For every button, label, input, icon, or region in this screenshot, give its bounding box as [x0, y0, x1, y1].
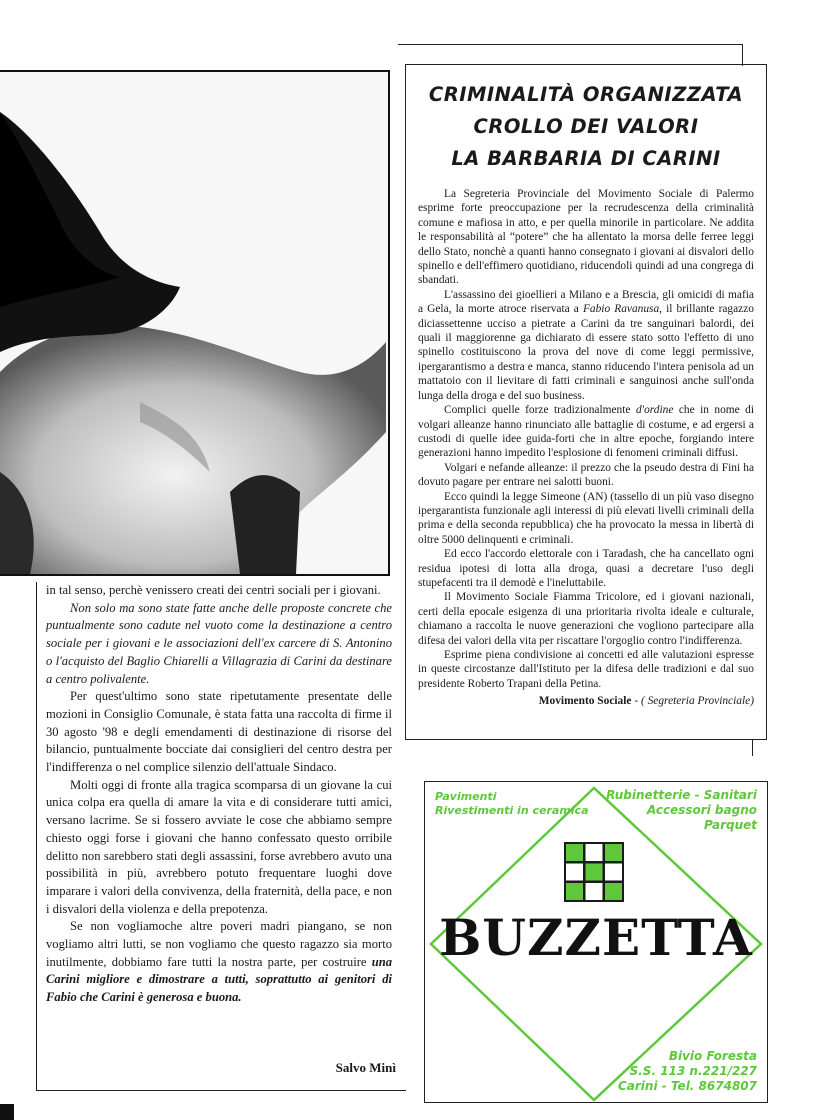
article-signature-org: Movimento Sociale: [538, 695, 632, 708]
ad-product-line: Parquet: [703, 818, 757, 832]
article-text: , il brillante ragazzo diciassettenne ucciso a pietrate a Carini da tre sanguinari balordi, dei quali il maggiorenne ga dichiarato di essere stato sotto l'effetto di uno spinello costituiscono la prova del nove di come leggi permissive, ipergarantismo a destra e manca, stanno riducendo l'intera penisola ad un mattatoio con il lievitare di fatti criminali e sanguinosi anche sull'onda lunga della droga e del suo business.: [418, 303, 754, 402]
ad-brand-name: BUZZETTA: [439, 908, 753, 967]
ad-address: [618, 1049, 757, 1094]
tile-logo-icon: [564, 842, 624, 902]
article-photo: [0, 70, 390, 576]
article-paragraph: Ecco quindi la legge Simeone (AN) (tassello di un più vaso disegno ipergarantista funzionale agli interessi di più elevati livelli criminali della prima e della seconda repubblica) che ha provocato la messa in libertà di oltre 5000 delinquenti e criminali.: [418, 490, 754, 546]
article-body: [418, 187, 754, 691]
article-box: [405, 64, 767, 740]
ad-address-line: Carini - Tel. 8674807: [617, 1079, 757, 1093]
article-text: Complici quelle forze tradizionalmente: [444, 404, 631, 417]
left-paragraph: Per quest'ultimo sono state ripetutamente presentate delle mozioni in Consiglio Comunale, è stata fatta una raccolta di firme il 30 agosto '98 e degli emendamenti di destinazione di risorse del bilancio, puntualmente bocciate dai consiglieri del centro destra per l'indifferenza o nel complice silenzio dell'attuale Sindaco.: [46, 689, 392, 775]
ad-product-line: Rubinetterie - Sanitari: [606, 788, 757, 802]
headline-line: CROLLO DEI VALORI: [473, 115, 699, 138]
left-paragraph: in tal senso, perchè venissero creati dei centri sociali per i giovani.: [46, 583, 381, 597]
article-frame-top: [398, 44, 743, 45]
article-signature: Movimento Sociale - ( Segreteria Provinciale): [538, 695, 754, 708]
author-signature: Salvo Minì: [335, 1060, 396, 1075]
article-paragraph: La Segreteria Provinciale del Movimento Sociale di Palermo esprime forte preoccupazione per la recrudescenza della criminalità comune e mafiosa in atto, e per quella minorile in particolare. Ne addita le responsabilità al “potere” che ha allentato la morsa delle ferree leggi dello Stato, nonchè a quanti hanno consegnato i giovani ai disvalori dello spinello e dell'effimero quotidiano, riducendoli quindi ad una congrega di sbandati.: [418, 188, 754, 287]
article-paragraph: Volgari e nefande alleanze: il prezzo che la pseudo destra di Fini ha dovuto pagare per entrare nei salotti buoni.: [418, 461, 754, 489]
article-signature-dept: ( Segreteria Provinciale): [640, 695, 754, 708]
ad-address-line: S.S. 113 n.221/227: [629, 1064, 757, 1078]
left-bottom-rule: [36, 1090, 406, 1091]
left-paragraph-emphasis: una Carini migliore e dimostrare a tutti, soprattutto ai genitori di Fabio che Carini è generosa e buona.: [46, 954, 392, 1005]
side-rule: [752, 740, 753, 756]
headline-line: CRIMINALITÀ ORGANIZZATA: [428, 83, 744, 106]
ad-product-line: Rivestimenti in ceramica: [435, 804, 589, 817]
left-paragraph: Molti oggi di fronte alla tragica scomparsa di un giovane la cui unica colpa era quella di amare la vita e di considerare tutti amici, versano lacrime. Se si fossero avviate le cose che abbiamo sempre chiesto oggi forse i giovani che hanno confessato questo orribile delitto non sarebbero stati degli assassini, forse avrebbero avuto una possibilità in più, avrebbero potuto frequentare luoghi dove imparare i valori della convivenza, della fraternità, della pace, e non i disvalori della violenza e della prepotenza.: [46, 777, 392, 916]
left-column-text: [46, 582, 392, 1007]
article-frame-right: [742, 44, 743, 66]
article-paragraph: [418, 288, 754, 403]
photo-figure-image: [0, 72, 388, 574]
article-paragraph: Esprime piena condivisione ai concetti ed alle valutazioni espresse in queste circostanze dall'Istituto per la difesa delle tradizioni e dal suo presidente Roberto Trapani della Petina.: [418, 649, 754, 690]
article-paragraph: [418, 403, 754, 461]
ad-address-line: Bivio Foresta: [668, 1049, 757, 1063]
article-text: L'assassino dei gioellieri a Milano e a Brescia, gli omicidi di mafia a Gela, la morte atroce riservata a: [418, 288, 754, 316]
headline-line: LA BARBARIA DI CARINI: [451, 147, 721, 170]
article-text-italic: d'ordine: [635, 404, 674, 417]
left-paragraph-italic: Non solo ma sono state fatte anche delle proposte concrete che puntualmente sono cadute nel vuoto come la destinazione a centro sociale per i giovani e le associazioni dell'ex carcere di S. Antonino o l'acquisto del Baglio Chiarelli a Villagrazia di Carini da destinare a centro polivalente.: [46, 600, 392, 686]
ad-products-right: [606, 788, 757, 833]
ad-products-left: [435, 790, 589, 818]
buzzetta-advertisement: [424, 781, 768, 1103]
left-column-rule: [36, 582, 37, 1090]
article-text-italic: Fabio Ravanusa: [582, 303, 660, 316]
left-paragraph-text: Se non vogliamoche altre poveri madri piangano, se non vogliamo altri lutti, se non vogliamo che questo ragazzo sia morto inutilmente, dobbiamo fare tutti la nostra parte, per costruire: [46, 919, 392, 969]
left-paragraph: [46, 918, 392, 1007]
article-paragraph: Ed ecco l'accordo elettorale con i Taradash, che ha cancellato ogni residua ipotesi di lotta alla droga, quasi a decretare l'uso degli stupefacenti tra il demodè e l'ineluttabile.: [418, 548, 754, 589]
article-paragraph: Il Movimento Sociale Fiamma Tricolore, ed i giovani nazionali, certi della epocale esigenza di una prioritaria rivolta ideale e culturale, chiamano a raccolta le nuove generazioni che vogliono partecipare alla difesa dei valori della vita per riscattare l'orgoglio contro l'indifferenza.: [418, 591, 754, 647]
page-corner-mark: [0, 1104, 14, 1120]
ad-product-line: Accessori bagno: [646, 803, 757, 817]
article-headline: [418, 79, 754, 175]
article-text: che in nome di volgari alleanze hanno rinunciato alle battaglie di costume, e ad ergersi a custodi di quelle idee guida-forti che in altre epoche, forgiando intere generazioni hanno impedito l'esplosione di fenomeni criminali diffusi.: [418, 404, 754, 460]
ad-product-line: Pavimenti: [435, 790, 497, 803]
